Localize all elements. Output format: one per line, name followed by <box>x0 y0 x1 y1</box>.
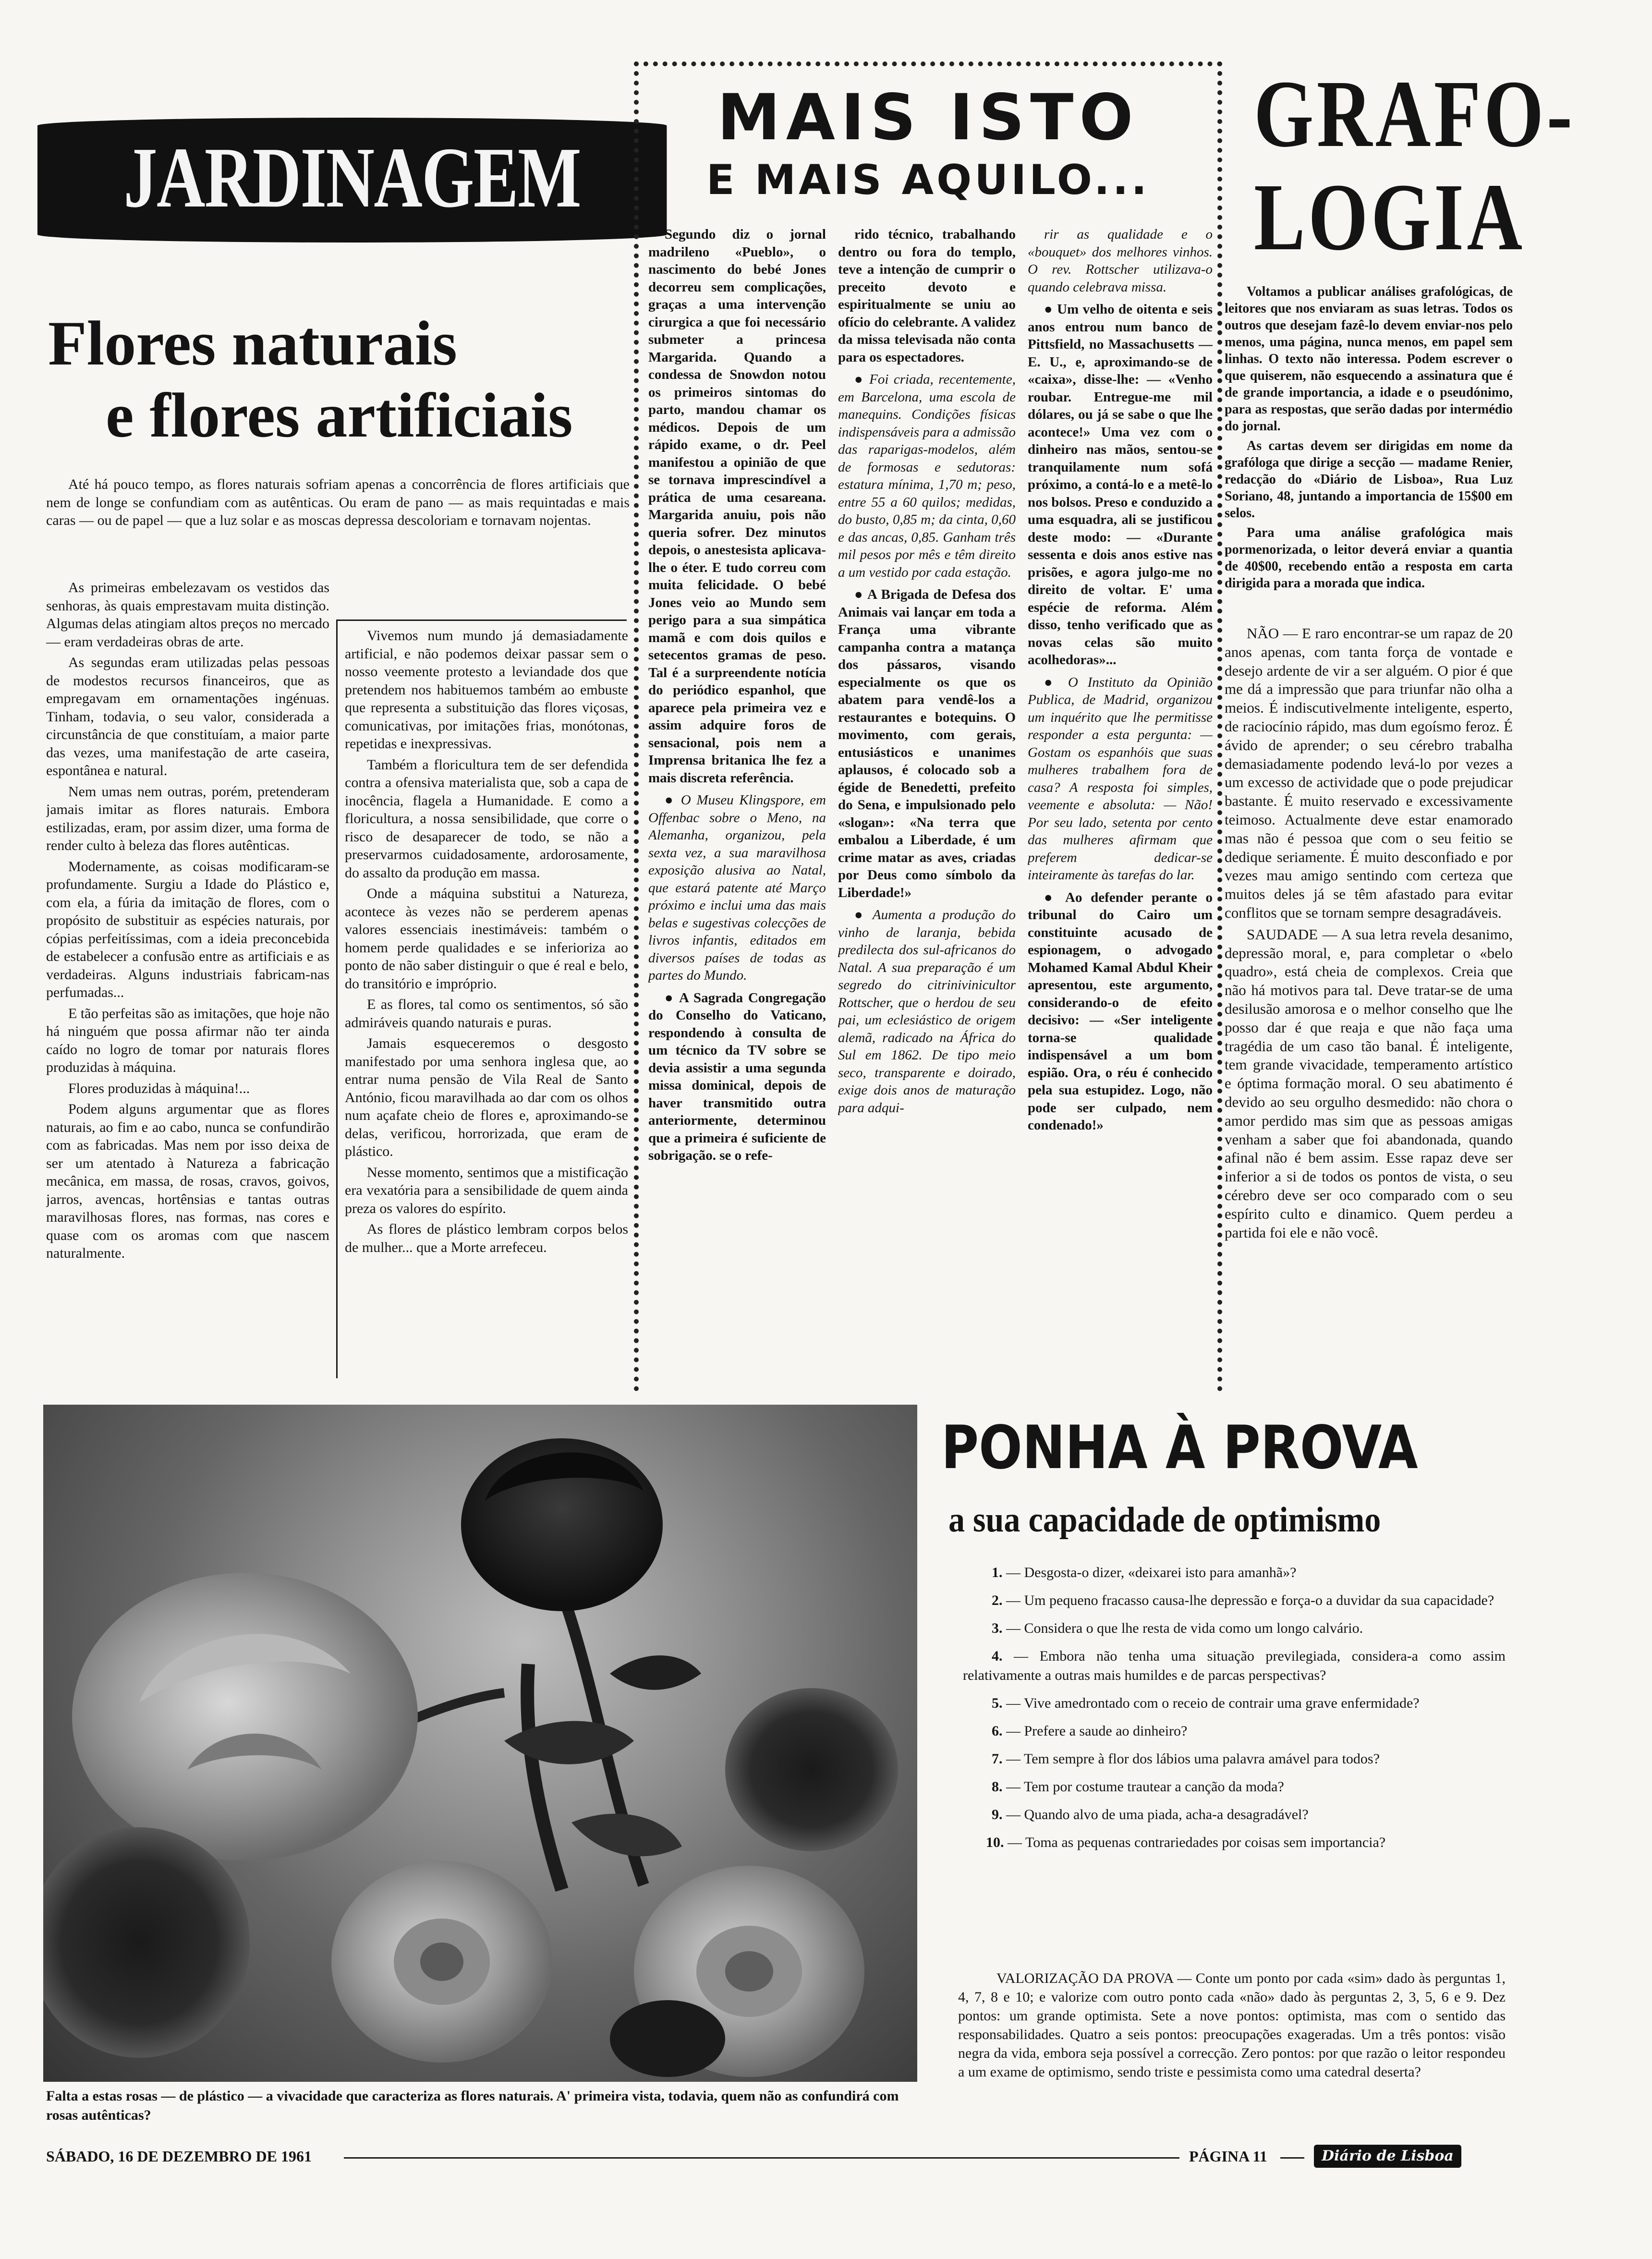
news-item: ● A Brigada de Defesa dos Animais vai lançar em toda a França uma vibrante campanha contra a matança dos pássaros, visando especialmente os que os abatem para vendê-los a restaurantes e botequins. O movimento, com gerais, entusiásticos e unanimes aplausos, é colocado sob a égide de Benedetti, prefeito do Sena, e impulsionado pelo «slogan»: «Na terra que embalou a Liberdade, é um crime matar as aves, criadas por Deus como símbolo da Liberdade!» <box>838 586 1016 901</box>
question-text: — Prefere a saude ao dinheiro? <box>1006 1723 1188 1739</box>
intro-paragraph: As cartas devem ser dirigidas em nome da grafóloga que dirige a secção — madame Renier, redacção do «Diário de Lisboa», Rua Luz Soriano, 48, juntando a importancia de 15$00 em selos. <box>1225 438 1513 521</box>
article-paragraph: As primeiras embelezavam os vestidos das senhoras, às quais emprestavam muita distinção. Algumas delas atingiam altos preços no mercado — eram verdadeiras obras de arte. <box>46 580 329 650</box>
quiz-question <box>963 1619 1506 1638</box>
article-paragraph: As flores de plástico lembram corpos belos de mulher... que a Morte arrefeceu. <box>345 1221 628 1255</box>
quiz-question <box>963 1563 1506 1582</box>
roses-photo <box>43 1405 917 2082</box>
article-paragraph: Vivemos num mundo já demasiadamente artificial, e não podemos deixar passar sem o nosso veemente protesto a leviandade dos que pretendem nos habituemos também ao embuste que representa a substituição das flores viçosas, comunicativas, por imitações frias, monótonas, repetidas e inexpressivas. <box>345 628 628 752</box>
quiz-question <box>963 1833 1506 1852</box>
roses-illustration <box>43 1405 917 2082</box>
news-item: ● Aumenta a produção do vinho de laranja, bebida predilecta dos sul-africanos do Natal. A sua preparação é um segredo do citrinivinicultor Rottscher, que o herdou de seu pai, um eclesiástico de origem alemã, radicado na África do Sul em 1862. De tipo meio seco, transparente e doirado, exige dois anos de maturação para adqui- <box>838 906 1016 1117</box>
valorizacao-text: VALORIZAÇÃO DA PROVA — Conte um ponto por cada «sim» dado às perguntas 1, 4, 7, 8 e 10; e valorize com outro ponto cada «não» dado às perguntas 2, 3, 5, 6 e 9. Dez pontos: um grande optimista. Sete a nove pontos: optimista, mas com o sentido das responsabilidades. Quatro a seis pontos: preocupações exageradas. Um a três pontos: visão negra da vida, embora seja possível a correcção. Zero pontos: por que razão o leitor respondeu a um exame de optimismo, sendo triste e pessimista como uma catedral deserta? <box>958 1970 1506 2080</box>
article-paragraph: Jamais esqueceremos o desgosto manifestado por uma senhora inglesa que, ao entrar numa pensão de Vila Real de Santo António, ficou maravilhada ao dar com os olhos num açafate cheio de flores e, aproximando-se delas, verificou, horrorizada, que eram de plástico. <box>345 1035 628 1159</box>
ponha-subtitle <box>948 1496 1501 1544</box>
grafologia-title <box>1227 61 1576 274</box>
article-paragraph: Podem alguns argumentar que as flores naturais, ao fim e ao cabo, nunca se confundirão com as fabricadas. Mas nem por isso deixa de ser um atentado à Natureza a fabricação mecânica, em massa, de rosas, cravos, goivos, jarros, avencas, hortênsias e tantas outras maravilhosas flores, nas formas, nas cores e quase com os aromas com que nascem naturalmente. <box>46 1101 329 1261</box>
mais-isto-title <box>644 82 1213 216</box>
quiz-question <box>963 1722 1506 1741</box>
article-paragraph: E as flores, tal como os sentimentos, só são admiráveis quando naturais e puras. <box>345 996 628 1031</box>
title-line-1: GRAFO- <box>1254 61 1576 167</box>
title-line-2: LOGIA <box>1254 164 1526 270</box>
question-text: — Desgosta-o dizer, «deixarei isto para amanhã»? <box>1006 1565 1297 1580</box>
news-item: ● A Sagrada Congregação do Conselho do Vaticano, respondendo à consulta de um técnico da TV sobre se devia assistir a uma segunda missa dominical, depois de haver transmitido outra anteriormente, determinou que a primeira é suficiente de sobrigação. se o refe- <box>648 989 826 1165</box>
mais-isto-col-2 <box>838 226 1016 1383</box>
grafologia-intro <box>1225 283 1513 629</box>
footer-page: PÁGINA 11 <box>1189 2148 1267 2165</box>
column-rule <box>336 619 338 1378</box>
news-item: rido técnico, trabalhando dentro ou fora do templo, teve a intenção de cumprir o preceito devoto e espiritualmente se uniu ao ofício do celebrante. A validez da missa televisada não conta para os espectadores. <box>838 227 1016 365</box>
question-number: 4. <box>992 1648 1003 1664</box>
intro-paragraph: Para uma análise grafológica mais pormenorizada, o leitor deverá enviar a quantia de 40$00, recebendo então a resposta em carta dirigida para a morada que indica. <box>1225 525 1513 591</box>
caption-text: Falta a estas rosas — de plástico — a vivacidade que caracteriza as flores naturais. A' primeira vista, todavia, quem não as confundirá com rosas autênticas? <box>46 2088 899 2123</box>
footer-rule <box>344 2157 1179 2159</box>
question-number: 8. <box>992 1779 1003 1795</box>
article-paragraph: As segundas eram utilizadas pelas pessoas de modestos recursos financeiros, que as empregavam em ornamentações ingénuas. Tinham, todavia, o seu valor, considerada a circunstância de que constituíam, a maior parte das vezes, uma manifestação de arte caseira, espontânea e natural. <box>46 655 329 778</box>
question-text: — Vive amedrontado com o receio de contrair uma grave enfermidade? <box>1006 1695 1420 1711</box>
news-item: ● Ao defender perante o tribunal do Cairo um constituinte acusado de espionagem, o advogado Mohamed Kamal Abdul Kheir apresentou, este argumento, considerando-o de efeito decisivo: — «Ser inteligente torna-se qualidade indispensável a um bom espião. Ora, o réu é conhecido pela sua estupidez. Logo, não pode ser culpado, nem condenado!» <box>1028 889 1213 1134</box>
question-text: — Toma as pequenas contrariedades por coisas sem importancia? <box>1008 1834 1386 1850</box>
jardinagem-title: JARDINAGEM <box>37 118 667 243</box>
intro-paragraph: Até há pouco tempo, as flores naturais sofriam apenas a concorrência de flores artificiais que nem de longe se confundiam com as autênticas. Ou eram de pano — as mais requintadas e mais caras — ou de papel — que a luz solar e as moscas depressa descoloriam e tornavam nojentas. <box>46 476 630 528</box>
question-text: — Tem sempre à flor dos lábios uma palavra amável para todos? <box>1006 1751 1380 1767</box>
news-item: ● O Instituto da Opinião Publica, de Madrid, organizou um inquérito que lhe permitisse responder a esta pergunta: — Gostam os espanhóis que suas mulheres trabalhem fora de casa? A resposta foi simples, veemente e absoluta: — Não! Por seu lado, setenta por cento das mulheres afirmam que preferem dedicar-se inteiramente às tarefas do lar. <box>1028 674 1213 884</box>
intro-paragraph: Voltamos a publicar análises grafológicas, de leitores que nos enviaram as suas letras. Todos os outros que desejam fazê-lo devem enviar-nos pelo menos, uma página, nunca menos, em papel sem linhas. O texto não interessa. Podem escrever o que quiserem, não esquecendo a assinatura que é de grande importancia, a idade e o pseudónimo, para as respostas, que serão dadas por intermédio do jornal. <box>1225 284 1513 434</box>
analysis-paragraph: SAUDADE — A sua letra revela desanimo, depressão moral, e, para completar o «belo quadro», está cheia de complexos. Creia que não há motivos para tal. Deve tratar-se de uma desilusão amorosa e o melhor conselho que lhe posso dar é que reaja e que não faça uma tragédia de um caso tão banal. É inteligente, tem grande vivacidade, temperamento artístico e óptima formação moral. O seu abatimento é devido ao seu orgulho desmedido: não chora o amor perdido mas sim que as pessoas amigas venham a saber que foi abandonada, quando afinal não é bem assim. Esse rapaz deve ser inferior a si de todos os pontos de vista, o seu cérebro deve ser oco comparado com o seu espírito culto e dinamico. Quem perdeu a partida foi ele e não você. <box>1225 925 1513 1241</box>
title-line-1: MAIS ISTO <box>717 81 1139 155</box>
footer-paper-logo: Diário de Lisboa <box>1314 2145 1461 2168</box>
question-number: 1. <box>992 1565 1003 1580</box>
article-paragraph: E tão perfeitas são as imitações, que hoje não há ninguém que possa afirmar não ter ainda caído no logro de tomar por naturais flores produzidas à máquina. <box>46 1005 329 1075</box>
news-item: ● Um velho de oitenta e seis anos entrou num banco de Pittsfield, no Massachusetts — E. U., e, aproximando-se de «caixa», disse-lhe: — «Venho roubar. Entregue-me mil dólares, ou já se sabe o que lhe acontece!» Uma vez com o dinheiro nas mãos, sentou-se tranquilamente num sofá próximo, a contá-lo e a metê-lo nos bolsos. Preso e conduzido a uma esquadra, ali se justificou deste modo: — «Durante sessenta e dois anos estive nas prisões, e agora julgo-me no direito de voltar. E' uma espécie de reforma. Além disso, tenho verificado que as novas celas são muito acolhedoras»... <box>1028 301 1213 669</box>
question-number: 2. <box>992 1592 1003 1608</box>
article-paragraph: Nem umas nem outras, porém, pretenderam jamais imitar as flores naturais. Embora estilizadas, eram, por assim dizer, uma forma de render culto à beleza das flores autênticas. <box>46 783 329 853</box>
jardinagem-headline <box>43 307 639 461</box>
headline-line-2: e flores artificiais <box>106 380 573 450</box>
article-paragraph: Modernamente, as coisas modificaram-se profundamente. Surgiu a Idade do Plástico e, com ela, a fúria da imitação de flores, com o propósito de substituir as espécies naturais, por cópias perfeitíssimas, com a ideia preconcebida de estabelecer a confusão entre as artificiais e as verdadeiras. Alguns industriais fabricam-nas perfumadas... <box>46 858 329 1000</box>
ponha-title-text: PONHA À PROVA <box>941 1413 1418 1482</box>
ponha-title <box>941 1407 1518 1489</box>
question-number: 5. <box>992 1695 1003 1711</box>
mais-isto-col-1 <box>648 226 826 1383</box>
article-paragraph: Onde a máquina substitui a Natureza, acontece às vezes não se perderem apenas valores essenciais inestimáveis: também o homem perde qualidades e se inferioriza ao ponto de não saber distinguir o que é real e belo, do transitório e impróprio. <box>345 886 628 992</box>
question-text: — Quando alvo de uma piada, acha-a desagradável? <box>1006 1807 1309 1822</box>
jardinagem-right-column <box>345 627 628 1390</box>
title-line-2: E MAIS AQUILO... <box>706 156 1150 204</box>
headline-line-1: Flores naturais <box>48 308 457 378</box>
question-number: 7. <box>992 1751 1003 1767</box>
news-item: rir as qualidade e o «bouquet» dos melhores vinhos. O rev. Rottscher utilizava-o quando celebrava missa. <box>1028 227 1213 295</box>
question-number: 9. <box>992 1807 1003 1822</box>
quiz-question <box>963 1647 1506 1685</box>
question-text: — Considera o que lhe resta de vida como um longo calvário. <box>1006 1620 1363 1636</box>
footer-rule <box>1280 2157 1304 2159</box>
jardinagem-intro <box>46 475 630 574</box>
question-number: 10. <box>986 1834 1004 1850</box>
ponha-subtitle-text: a sua capacidade de optimismo <box>948 1500 1381 1540</box>
quiz-question <box>963 1749 1506 1769</box>
question-number: 3. <box>992 1620 1003 1636</box>
question-text: — Embora não tenha uma situação previlegiada, considera-a como assim relativamente a outras mais humildes e de parcas perspectivas? <box>963 1648 1506 1683</box>
grafologia-answers <box>1225 624 1513 1388</box>
jardinagem-masthead <box>37 118 667 243</box>
question-text: — Tem por costume trautear a canção da moda? <box>1006 1779 1284 1795</box>
quiz-question <box>963 1694 1506 1713</box>
news-item: ● O Museu Klingspore, em Offenbac sobre o Meno, na Alemanha, organizou, pela sexta vez, a sua maravilhosa exposição alusiva ao Natal, que estará patente até Março próximo e inclui uma das mais belas e sugestivas colecções de livros infantis, editados em diversos países de todas as partes do Mundo. <box>648 791 826 984</box>
question-number: 6. <box>992 1723 1003 1739</box>
analysis-paragraph: NÃO — E raro encontrar-se um rapaz de 20 anos apenas, com tanta força de vontade e desejo ardente de vir a ser alguém. O pior é que me dá a impressão que para triunfar não olha a meios. É indiscutivelmente inteligente, esperto, de raciocínio rápido, mas dum egoísmo feroz. É ávido de aprender; o seu cérebro trabalha demasiadamente podendo levá-lo por vezes a um excesso de actividade que o pode prejudicar bastante. É muito reservado e excessivamente teimoso. Actualmente deve estar enamorado mas não é pessoa que com o seu feitio se dedique seriamente. É muito desconfiado e por vezes mau amigo sentindo com certeza que muitos deles já se têm afastado para evitar conflitos que se tornam sempre desagradáveis. <box>1225 625 1513 921</box>
quiz-question <box>963 1805 1506 1824</box>
article-paragraph: Flores produzidas à máquina!... <box>68 1080 250 1096</box>
quiz-question <box>963 1777 1506 1797</box>
footer <box>46 2142 1516 2171</box>
quiz-question <box>963 1591 1506 1610</box>
ponha-questions <box>963 1563 1506 1957</box>
column-rule <box>336 619 627 621</box>
news-item: ● Foi criada, recentemente, em Barcelona, uma escola de manequins. Condições físicas indispensáveis para a admissão das raparigas-modelos, além de formosas e sedutoras: estatura mínima, 1,70 m; peso, entre 55 a 60 quilos; medidas, do busto, 0,85 m; da cinta, 0,60 e das ancas, 0,85. Ganham três mil pesos por mês e têm direito a um vestido por cada estação. <box>838 371 1016 581</box>
jardinagem-left-column <box>46 579 329 1381</box>
photo-caption <box>46 2087 911 2130</box>
mais-isto-col-3 <box>1028 226 1213 1383</box>
article-paragraph: Nesse momento, sentimos que a mistificação era vexatória para a sensibilidade de quem ainda preza os valores do espírito. <box>345 1164 628 1216</box>
ponha-valorizacao <box>958 1969 1506 2123</box>
question-text: — Um pequeno fracasso causa-lhe depressão e força-o a duvidar da sua capacidade? <box>1006 1592 1494 1608</box>
footer-date: SÁBADO, 16 DE DEZEMBRO DE 1961 <box>46 2148 312 2165</box>
news-item: Segundo diz o jornal madrileno «Pueblo», o nascimento do bebé Jones decorreu sem complicações, graças a uma intervenção cirurgica a que foi necessário submeter a princesa Margarida. Quando a condessa de Snowdon notou os primeiros sintomas do parto, mandou chamar os médicos. Depois de um rápido exame, o dr. Peel manifestou a opinião de que se tornava imprescindível a prática de uma cesareana. Margarida anuiu, pois não queria sofrer. Dez minutos depois, o anestesista aplicava-lhe o éter. E tudo correu com muita felicidade. O bebé Jones veio ao Mundo sem perigo para a sua simpática mamã e com dois quilos e setecentos gramas de peso. Tal é a surpreendente notícia do periódico espanhol, que aparece pela primeira vez e assim adquire foros de sensacional, pois nem a Imprensa britanica lhe fez a mais discreta referência. <box>648 227 826 786</box>
article-paragraph: Também a floricultura tem de ser defendida contra a ofensiva materialista que, sob a capa de inocência, flagela a Humanidade. E como a floricultura, a nossa sensibilidade, que corre o risco de desaparecer de todo, se não a preservarmos cuidadosamente, ardorosamente, do assalto da produção em massa. <box>345 756 628 881</box>
